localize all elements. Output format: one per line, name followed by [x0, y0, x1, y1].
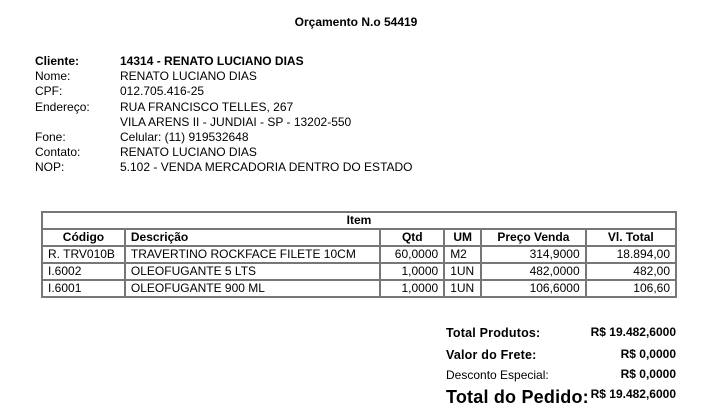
cell-descricao: TRAVERTINO ROCKFACE FILETE 10CM — [125, 246, 381, 263]
info-value: 5.102 - VENDA MERCADORIA DENTRO DO ESTADO — [120, 160, 413, 175]
cell-codigo: R. TRV010B — [42, 246, 125, 263]
cell-descricao: OLEOFUGANTE 900 ML — [125, 280, 381, 297]
info-value: 012.705.416-25 — [120, 84, 205, 99]
cell-um: 1UN — [444, 263, 481, 280]
cell-vl-total: 106,60 — [586, 280, 676, 297]
info-label — [35, 115, 120, 130]
info-row-cliente — [35, 54, 413, 69]
cell-preco-venda: 482,0000 — [481, 263, 585, 280]
info-label: Cliente: — [35, 54, 80, 68]
cell-qtd: 1,0000 — [380, 263, 444, 280]
table-group-header-row — [42, 212, 676, 229]
column-header-preco-venda: Preço Venda — [481, 229, 585, 246]
cell-um: 1UN — [444, 280, 481, 297]
document-title: Orçamento N.o 54419 — [294, 15, 418, 29]
cell-vl-total: 482,00 — [586, 263, 676, 280]
info-label: Fone: — [35, 129, 66, 144]
info-value: RENATO LUCIANO DIAS — [120, 69, 257, 84]
total-pedido-label: Total do Pedido: — [446, 387, 589, 407]
cell-codigo: I.6001 — [42, 280, 125, 297]
table-row — [42, 246, 676, 263]
info-value: VILA ARENS II - JUNDIAI - SP - 13202-550 — [120, 114, 352, 129]
cell-preco-venda: 314,9000 — [481, 246, 585, 263]
cell-descricao: OLEOFUGANTE 5 LTS — [125, 263, 381, 280]
desconto-especial-value: R$ 0,0000 — [620, 367, 676, 381]
column-header-um: UM — [444, 229, 481, 246]
info-row-endereco-2 — [35, 115, 413, 130]
info-label: CPF: — [35, 84, 63, 99]
info-label: Endereço: — [35, 99, 90, 114]
info-row-nome — [35, 69, 413, 84]
valor-frete-label: Valor do Frete: — [446, 348, 537, 362]
cell-vl-total: 18.894,00 — [586, 246, 676, 263]
info-row-endereco — [35, 100, 413, 115]
total-produtos-label: Total Produtos: — [446, 326, 541, 340]
cell-codigo: I.6002 — [42, 263, 125, 280]
cell-qtd: 60,0000 — [380, 246, 444, 263]
info-value: Celular: (11) 919532648 — [120, 129, 249, 144]
valor-frete-value: R$ 0,0000 — [620, 347, 676, 361]
column-header-vl-total: Vl. Total — [586, 229, 676, 246]
info-value: RENATO LUCIANO DIAS — [120, 145, 257, 160]
info-row-cpf — [35, 84, 413, 99]
info-label: Contato: — [35, 145, 81, 160]
info-value: 14314 - RENATO LUCIANO DIAS — [120, 54, 304, 68]
info-row-contato — [35, 145, 413, 160]
table-row — [42, 263, 676, 280]
total-pedido-value: R$ 19.482,6000 — [590, 387, 676, 401]
total-produtos-value: R$ 19.482,6000 — [590, 325, 676, 339]
column-header-codigo: Código — [42, 229, 125, 246]
desconto-especial-label: Desconto Especial: — [446, 368, 549, 382]
table-header-row — [42, 229, 676, 246]
table-row — [42, 280, 676, 297]
info-label: NOP: — [35, 160, 65, 175]
info-row-fone — [35, 130, 413, 145]
column-header-descricao: Descrição — [125, 229, 381, 246]
group-header-item: Item — [42, 212, 676, 229]
info-value: RUA FRANCISCO TELLES, 267 — [120, 99, 294, 114]
info-row-nop — [35, 160, 413, 175]
column-header-qtd: Qtd — [380, 229, 444, 246]
items-table — [41, 211, 677, 298]
customer-info — [35, 54, 413, 176]
cell-preco-venda: 106,6000 — [481, 280, 585, 297]
cell-qtd: 1,0000 — [380, 280, 444, 297]
cell-um: M2 — [444, 246, 481, 263]
info-label: Nome: — [35, 69, 71, 84]
